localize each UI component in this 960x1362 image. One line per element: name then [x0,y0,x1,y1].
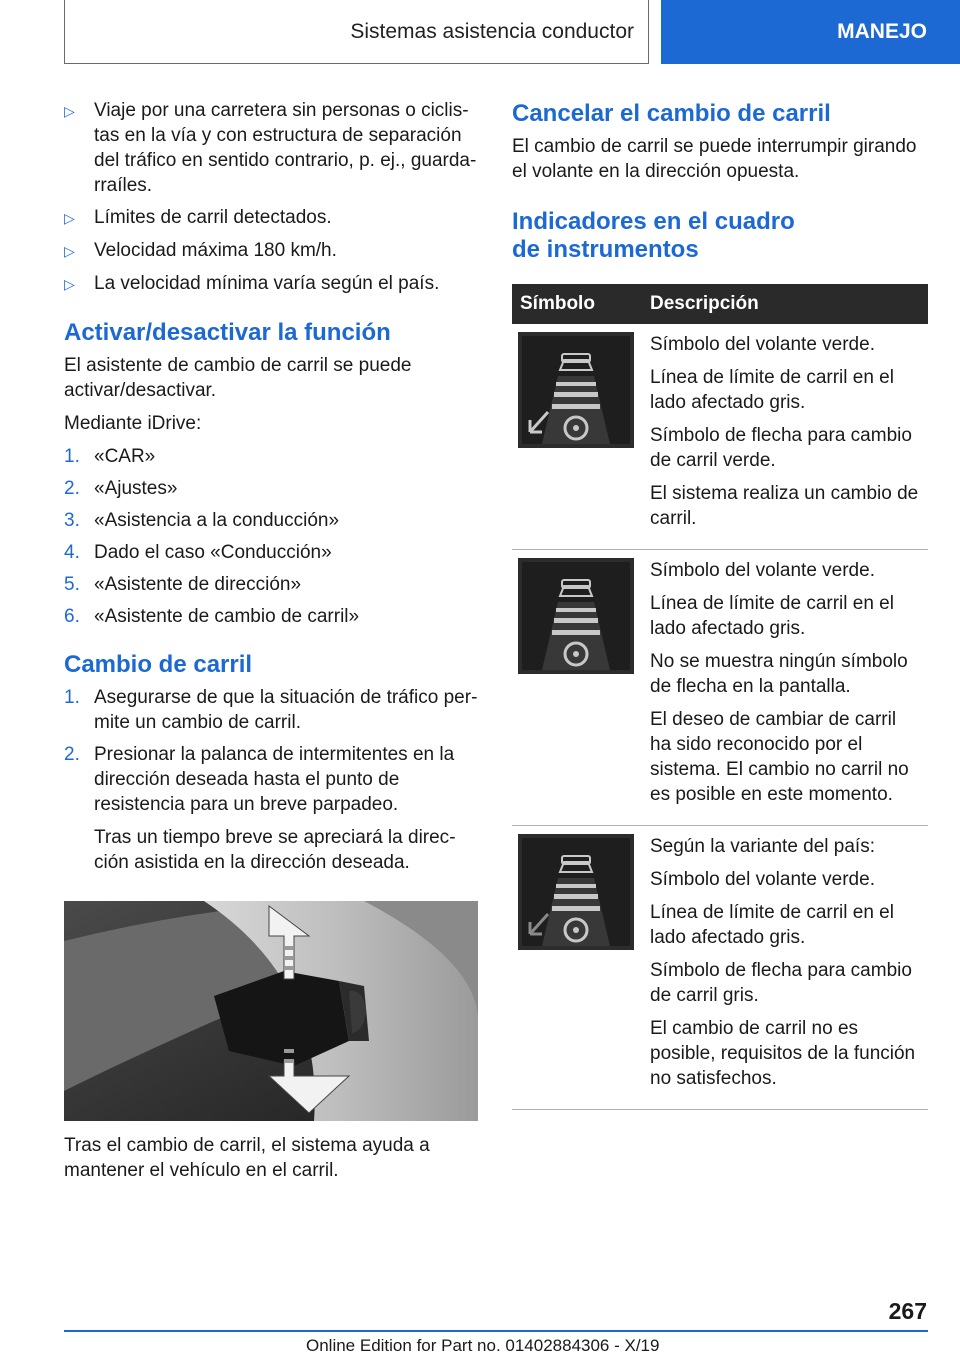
step-text: «Ajustes» [94,478,178,499]
step-text: Presionar la palanca de intermitentes en la dirección deseada hasta el punto de resistencia para un breve parpadeo. [94,744,455,815]
section-heading: Activar/desactivar la función [64,319,391,346]
lane-change-grey-arrow-icon [518,834,634,950]
turn-signal-lever-illustration [64,901,478,1121]
table-row [512,324,928,550]
section-heading: Cancelar el cambio de carril [512,100,831,127]
table-row [512,826,928,1110]
description-line: No se muestra ningún símbolo de flecha en la pantalla. [650,651,908,697]
list-item [64,742,478,883]
footer-edition-text: Online Edition for Part no. 01402884306 - X/19 [306,1336,660,1355]
header-chapter-tab [661,0,960,64]
step-text: Asegurarse de que la situación de tráfico permite un cambio de carril. [94,687,478,733]
description-line: Línea de límite de carril en el lado afectado gris. [650,367,894,413]
page-number: 267 [888,1298,927,1324]
step-number: 2. [64,478,80,499]
step-text: «Asistencia a la conducción» [94,510,340,531]
description-line: Símbolo de flecha para cambio de carril gris. [650,960,912,1006]
list-item [64,604,478,629]
description-line: Línea de límite de carril en el lado afectado gris. [650,593,894,639]
table-row [512,550,928,826]
lane-change-green-arrow-icon [518,332,634,448]
description-line: Símbolo del volante verde. [650,560,875,581]
symbol-cell [512,550,642,826]
list-item [64,476,478,501]
heading-line: Indicadores en el cuadro [512,208,795,235]
bullet-text: Velocidad máxima 180 km/h. [94,240,337,261]
list-item [64,572,478,597]
description-line: Símbolo del volante verde. [650,334,875,355]
bullet-text: Viaje por una carretera sin personas o ciclistas en la vía y con estructura de separación del tráfico en sentido contrario, p. ej., guardarraíles. [94,100,477,196]
left-column [64,98,478,1191]
bullet-text: La velocidad mínima varía según el país. [94,273,440,294]
lane-change-no-arrow-icon [518,558,634,674]
step-number: 4. [64,542,80,563]
symbol-cell [512,324,642,550]
list-item [64,444,478,469]
triangle-bullet-icon: ▷ [64,210,75,226]
list-item [64,508,478,533]
symbols-table [512,284,928,1110]
description-line: El deseo de cambiar de carril ha sido reconocido por el sistema. El cambio no carril no es posible en este momento. [650,709,909,805]
list-item [64,98,478,198]
section-heading [512,208,928,264]
step-text: Tras un tiempo breve se apreciará la dirección asistida en la dirección deseada. [94,827,456,873]
step-number: 1. [64,446,80,467]
footer-divider [64,1330,928,1332]
list-item [64,205,478,231]
list-item [64,685,478,735]
description-line: Símbolo del volante verde. [650,869,875,890]
paragraph: El cambio de carril se puede interrumpir girando el volante en la dirección opuesta. [512,136,917,182]
triangle-bullet-icon: ▷ [64,276,75,292]
header-title: Sistemas asistencia conductor [350,19,634,43]
step-number: 1. [64,687,80,708]
description-cell [642,324,928,550]
description-cell [642,826,928,1110]
paragraph: El asistente de cambio de carril se puede activar/desactivar. [64,355,412,401]
section-heading: Cambio de carril [64,651,253,678]
step-number: 2. [64,744,80,765]
table-header-description: Descripción [642,284,928,324]
step-text: Dado el caso «Conducción» [94,542,332,563]
header-section-box [64,0,649,64]
description-line: El cambio de carril no es posible, requisitos de la función no satisfechos. [650,1018,916,1089]
description-line: Línea de límite de carril en el lado afectado gris. [650,902,894,948]
bullet-text: Límites de carril detectados. [94,207,332,228]
symbol-cell [512,826,642,1110]
description-line: Símbolo de flecha para cambio de carril verde. [650,425,912,471]
step-number: 3. [64,510,80,531]
list-item [64,540,478,565]
step-text-block [94,742,478,883]
description-cell [642,550,928,826]
header-tab-label: MANEJO [837,20,927,43]
description-line: Según la variante del país: [650,836,875,857]
step-text: «Asistente de cambio de carril» [94,606,360,627]
triangle-bullet-icon: ▷ [64,103,75,119]
step-text: «Asistente de dirección» [94,574,302,595]
step-text: «CAR» [94,446,156,467]
table-header-symbol: Símbolo [512,284,642,324]
step-number: 6. [64,606,80,627]
description-line: El sistema realiza un cambio de carril. [650,483,919,529]
list-item [64,238,478,264]
right-column [512,100,928,1110]
step-number: 5. [64,574,80,595]
paragraph: Tras el cambio de carril, el sistema ayuda a mantener el vehículo en el carril. [64,1135,430,1181]
list-item [64,271,478,297]
triangle-bullet-icon: ▷ [64,243,75,259]
paragraph: Mediante iDrive: [64,413,202,434]
heading-line: de instrumentos [512,236,699,263]
